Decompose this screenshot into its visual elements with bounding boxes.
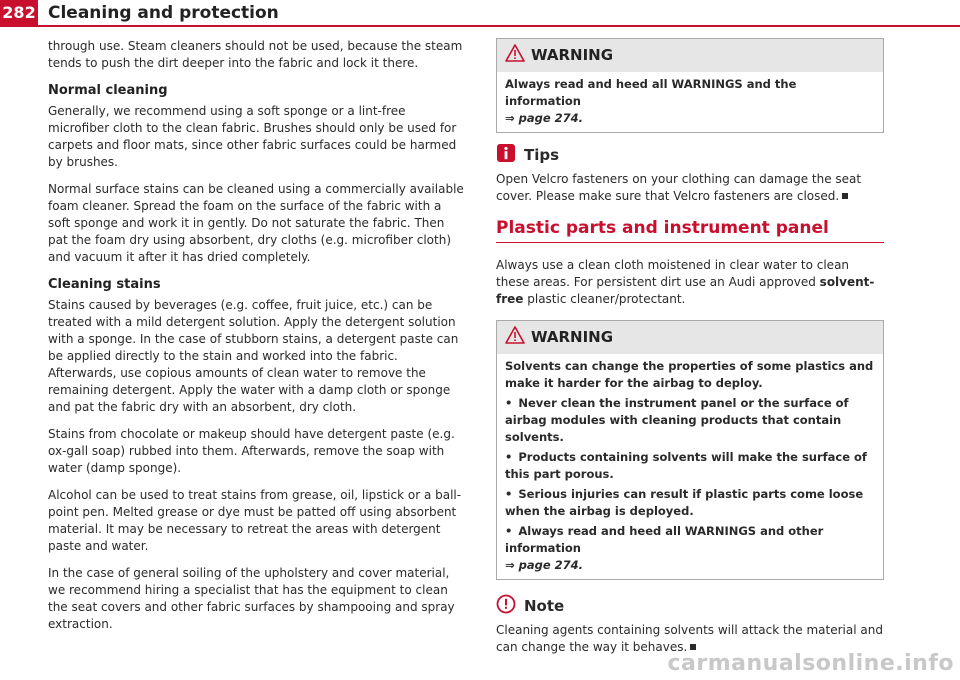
paragraph-normal-1: Generally, we recommend using a soft sponge or a lint-free microfiber cloth to the clean fabric. Brushes should only be used for carpets and floor mats, since other fabric surfaces could be harmed by brushes. (48, 104, 457, 169)
warning-body (497, 354, 883, 579)
tips-text-paragraph (496, 171, 884, 205)
list-item: • Never clean the instrument panel or the surface of airbag modules with cleaning products that contain solvents. (505, 396, 849, 444)
warning-lead: Solvents can change the properties of some plastics and make it harder for the airbag to deploy. (505, 359, 874, 390)
list-item-text: Never clean the instrument panel or the surface of airbag modules with cleaning products that contain solvents. (505, 396, 849, 444)
heading-normal-cleaning: Normal cleaning (48, 83, 168, 98)
end-mark (690, 644, 696, 650)
header-rule (0, 25, 960, 27)
plastic-text-bold: solvent-free (496, 275, 875, 306)
paragraph-normal-2: Normal surface stains can be cleaned using a commercially available foam cleaner. Spread the foam on the surface of the fabric with a soft sponge and work it in gently. Do not saturate the fabric. Then pat the foam dry using absorbent, dry cloths (e.g. microfiber cloth) and vacuum it after it has dried completely. (48, 182, 464, 264)
tips-header (496, 143, 884, 167)
paragraph-plastic (496, 257, 884, 308)
list-item: • Always read and heed all WARNINGS and other information (505, 524, 824, 555)
note-text: Cleaning agents containing solvents will attack the material and can change the way it behaves. (496, 623, 883, 654)
warning-triangle-icon (505, 326, 525, 348)
list-item-text: Always read and heed all WARNINGS and other information (505, 524, 824, 555)
warning-box-2 (496, 320, 884, 580)
paragraph-stains-3: Alcohol can be used to treat stains from grease, oil, lipstick or a ball-point pen. Melted grease or dye must be patted off using absorbent material. It may be necessary to retreat the areas with detergent paste and water. (48, 488, 462, 553)
section-title: Plastic parts and instrument panel (496, 217, 884, 243)
paragraph-intro: through use. Steam cleaners should not be used, because the steam tends to push the dirt deeper into the fabric and lock it there. (48, 39, 463, 70)
exclamation-circle-icon (496, 594, 516, 618)
warning-body (497, 72, 883, 132)
end-mark (842, 193, 848, 199)
list-item: • Products containing solvents will make the surface of this part porous. (505, 450, 867, 481)
paragraph-stains-4: In the case of general soiling of the upholstery and cover material, we recommend hiring a specialist that has the equipment to clean the seat covers and other fabric surfaces by shampooing and spray extraction. (48, 566, 455, 631)
warning-text: Always read and heed all WARNINGS and the information (505, 77, 797, 108)
warning-list (505, 395, 875, 557)
list-item-text: Serious injuries can result if plastic parts come loose when the airbag is deployed. (505, 487, 864, 518)
page-number: 282 (0, 0, 38, 26)
page-header (0, 0, 960, 26)
info-icon (496, 143, 516, 167)
warning-title: WARNING (531, 46, 614, 64)
paragraph-stains-1: Stains caused by beverages (e.g. coffee, fruit juice, etc.) can be treated with a mild detergent solution. Apply the detergent solution with a sponge. In the case of stubborn stains, a detergent paste can be applied directly to the stain and worked into the fabric. Afterwards, use copious amounts of clean water to remove the remaining detergent. Apply the water with a damp cloth or sponge and pat the fabric dry with an absorbent, dry cloth. (48, 298, 459, 414)
note-header (496, 594, 884, 618)
warning-header (497, 39, 883, 72)
right-column (496, 38, 884, 666)
warning-header (497, 321, 883, 354)
warning-title: WARNING (531, 328, 614, 346)
chapter-title: Cleaning and protection (48, 3, 279, 23)
warning-triangle-icon (505, 44, 525, 66)
tips-title: Tips (524, 146, 560, 164)
list-item-text: Products containing solvents will make the surface of this part porous. (505, 450, 867, 481)
warning-box-1 (496, 38, 884, 133)
page-reference-link[interactable]: ⇒ page 274. (505, 558, 584, 572)
paragraph-stains-2: Stains from chocolate or makeup should have detergent paste (e.g. ox-gall soap) rubbed into them. Afterwards, remove the soap with water (damp sponge). (48, 427, 455, 475)
list-item: • Serious injuries can result if plastic parts come loose when the airbag is deployed. (505, 487, 864, 518)
plastic-text-pre: Always use a clean cloth moistened in clear water to clean these areas. For persistent dirt use an Audi approved (496, 258, 850, 289)
note-title: Note (524, 597, 565, 615)
page-reference-link[interactable]: ⇒ page 274. (505, 111, 584, 125)
tips-text: Open Velcro fasteners on your clothing can damage the seat cover. Please make sure that Velcro fasteners are closed. (496, 172, 862, 203)
watermark: carmanualsonline.info (667, 651, 954, 676)
heading-cleaning-stains: Cleaning stains (48, 277, 161, 292)
plastic-text-post: plastic cleaner/protectant. (523, 292, 686, 306)
left-column (48, 38, 464, 643)
